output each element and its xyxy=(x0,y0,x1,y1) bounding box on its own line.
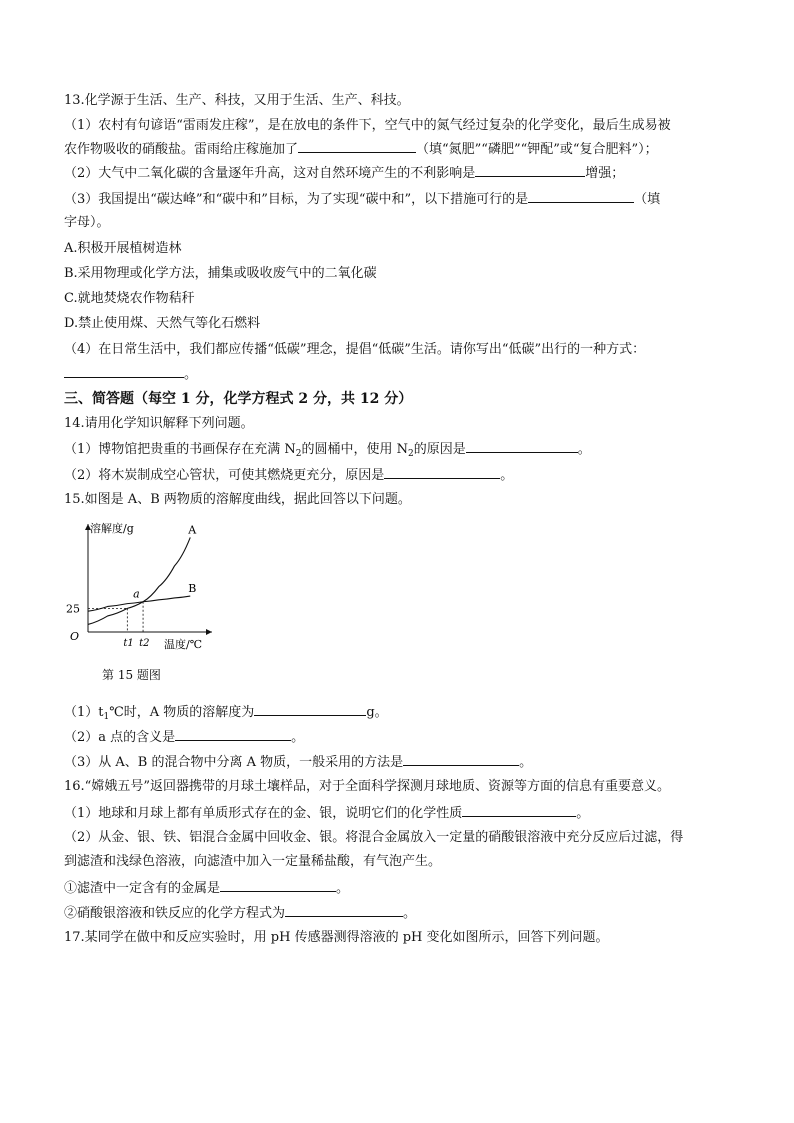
x-axis-arrow xyxy=(206,629,212,635)
q13-option-c: C.就地焚烧农作物秸秆 xyxy=(64,291,195,306)
q13-part1-line2 xyxy=(64,140,730,159)
q15-part1 xyxy=(64,703,730,722)
text: ①滤渣中一定含有的金属是 xyxy=(64,881,221,896)
solubility-curve-chart xyxy=(64,520,224,660)
text: 。 xyxy=(403,906,417,921)
text: 农作物吸收的硝酸盐。雷雨给庄稼施加了 xyxy=(64,142,299,157)
q16-stem: 16.“嫦娥五号”返回器携带的月球土壤样品，对于全面科学探测月球地质、资源等方面的信息有重要意义。 xyxy=(64,779,670,794)
y-tick-25: 25 xyxy=(66,602,80,616)
q16-part2-line1: （2）从金、银、铁、铝混合金属中回收金、银。将混合金属放入一定量的硝酸银溶液中充分反应后过滤，得 xyxy=(64,830,684,845)
text: （2）大气中二氧化碳的含量逐年升高，这对自然环境产生的不利影响是 xyxy=(64,166,476,181)
q13-part2 xyxy=(64,164,730,183)
q16-part1 xyxy=(64,804,730,823)
q15-part3 xyxy=(64,753,730,772)
text: （填“氮肥”“磷肥”“钾配”或“复合肥料”）； xyxy=(416,142,658,157)
q17-stem: 17.某同学在做中和反应实验时，用 pH 传感器测得溶液的 pH 变化如图所示，回答下列问题。 xyxy=(64,930,609,945)
x-tick-t1: t1 xyxy=(123,638,134,649)
y-axis-label: 溶解度/g xyxy=(90,522,134,535)
q13-option-a: A.积极开展植树造林 xyxy=(64,241,182,256)
subscript: 1 xyxy=(103,712,110,722)
q13-part3-line1 xyxy=(64,190,730,209)
q13-part1-line1: （1）农村有句谚语“雷雨发庄稼”，是在放电的条件下，空气中的氮气经过复杂的化学变化，最后生成易被 xyxy=(64,118,671,133)
answer-blank[interactable] xyxy=(175,728,291,741)
text: （1）博物馆把贵重的书画保存在充满 N xyxy=(64,442,296,457)
answer-blank[interactable] xyxy=(298,140,416,153)
text: 。 xyxy=(576,806,590,821)
q14-part1 xyxy=(64,440,730,459)
x-axis-label: 温度/℃ xyxy=(164,638,203,651)
text: （1）地球和月球上都有单质形式存在的金、银，说明它们的化学性质 xyxy=(64,806,463,821)
answer-blank[interactable] xyxy=(403,753,519,766)
q13-part4-line2 xyxy=(64,365,730,384)
section-title: 三、简答题（每空 1 分，化学方程式 2 分，共 12 分） xyxy=(64,391,413,407)
subscript: 2 xyxy=(408,449,414,459)
text: （3）我国提出“碳达峰”和“碳中和”目标，为了实现“碳中和”，以下措施可行的是 xyxy=(64,192,529,207)
text: 。 xyxy=(519,755,533,770)
curve-label-b: B xyxy=(188,582,197,596)
text: ②硝酸银溶液和铁反应的化学方程式为 xyxy=(64,906,286,921)
text: g。 xyxy=(366,705,388,720)
answer-blank[interactable] xyxy=(466,440,578,453)
figure-caption: 第 15 题图 xyxy=(102,668,161,682)
q13-option-b: B.采用物理或化学方法，捕集或吸收废气中的二氧化碳 xyxy=(64,266,377,281)
answer-blank[interactable] xyxy=(64,365,184,378)
text: 。 xyxy=(184,367,198,382)
text: 。 xyxy=(291,730,305,745)
curve-label-a: A xyxy=(188,523,197,537)
text: 的原因是 xyxy=(413,442,466,457)
subscript: 2 xyxy=(295,449,302,459)
q13-stem: 13.化学源于生活、生产、科技，又用于生活、生产、科技。 xyxy=(64,93,410,108)
text: （填 xyxy=(634,192,661,207)
text: （2）将木炭制成空心管状，可使其燃烧更充分，原因是 xyxy=(64,468,385,483)
origin-label: O xyxy=(70,630,80,643)
answer-blank[interactable] xyxy=(285,904,403,917)
text: 的圆桶中，使用 N xyxy=(301,442,409,457)
text: 增强； xyxy=(585,166,625,181)
q14-part2 xyxy=(64,466,730,485)
q16-sub1 xyxy=(64,879,730,898)
q16-part2-line2: 到滤渣和浅绿色溶液，向滤渣中加入一定量稀盐酸，有气泡产生。 xyxy=(64,854,442,869)
text: ℃时，A 物质的溶解度为 xyxy=(109,705,255,720)
answer-blank[interactable] xyxy=(462,804,576,817)
text: 。 xyxy=(336,881,350,896)
q13-part4-line1: （4）在日常生活中，我们都应传播“低碳”理念，提倡“低碳”生活。请你写出“低碳”出行的一种方式： xyxy=(64,342,646,357)
text: （1）t xyxy=(64,705,104,720)
text: 。 xyxy=(500,468,514,483)
point-label-a: a xyxy=(133,587,140,601)
q15-stem: 15.如图是 A、B 两物质的溶解度曲线，据此回答以下问题。 xyxy=(64,492,411,507)
answer-blank[interactable] xyxy=(528,190,634,203)
q16-sub2 xyxy=(64,904,730,923)
q13-option-d: D.禁止使用煤、天然气等化石燃料 xyxy=(64,316,261,331)
answer-blank[interactable] xyxy=(254,703,366,716)
text: （3）从 A、B 的混合物中分离 A 物质，一般采用的方法是 xyxy=(64,755,404,770)
q15-part2 xyxy=(64,728,730,747)
x-tick-t2: t2 xyxy=(139,638,150,649)
q13-part3-line2: 字母）。 xyxy=(64,215,110,230)
answer-blank[interactable] xyxy=(475,164,585,177)
answer-blank[interactable] xyxy=(220,879,336,892)
q14-stem: 14.请用化学知识解释下列问题。 xyxy=(64,416,254,431)
text: 。 xyxy=(577,442,591,457)
curve-a xyxy=(88,537,190,624)
text: （2）a 点的含义是 xyxy=(64,730,176,745)
answer-blank[interactable] xyxy=(384,466,500,479)
